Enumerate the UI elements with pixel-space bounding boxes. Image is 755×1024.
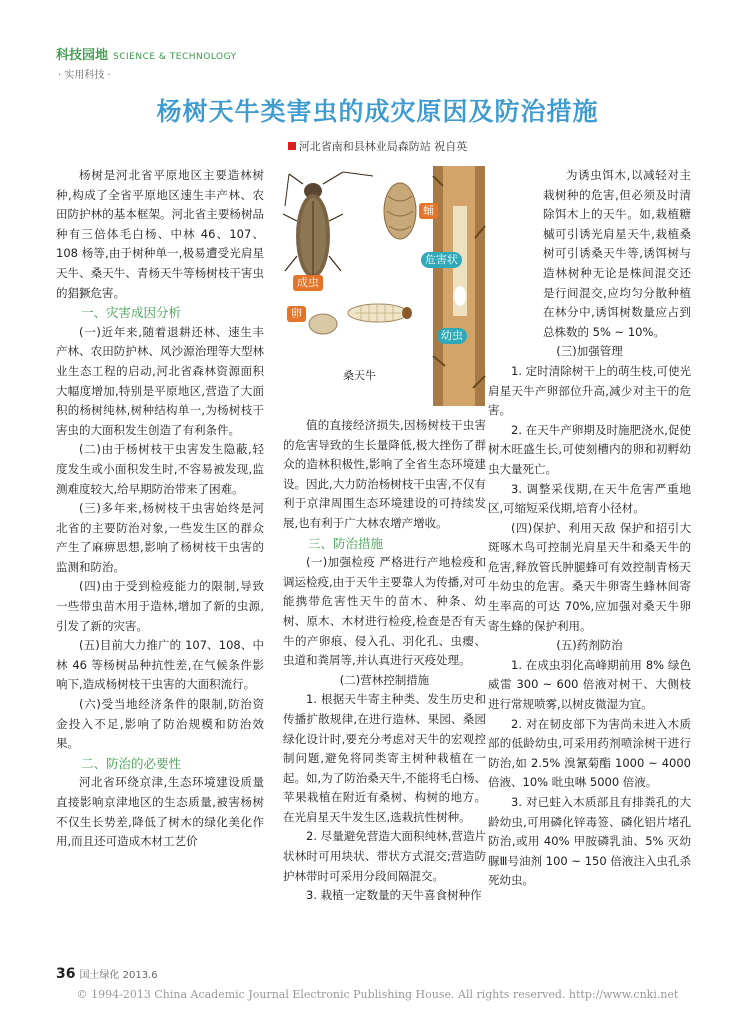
egg-image [309,314,337,334]
column-2 [283,416,486,906]
adult-beetle-image [283,172,373,278]
column-3-body [488,342,691,891]
paragraph: 1. 在成虫羽化高峰期前用 8% 绿色威雷 300 ~ 600 倍液对树干、大侧枝进行常规喷雾,以树皮微湿为宜。 [488,657,691,712]
section-name-en: SCIENCE & TECHNOLOGY [113,52,237,62]
section-heading: 二、防治的必要性 [81,755,182,771]
paragraph: (一)近年来,随着退耕还林、速生丰产林、农田防护林、风沙源治理等大型林业生态工程的启动,河北省森林资源面积大幅度增加,特别是平原地区,营造了大面积的杨树纯林,树种结构单一,为杨树枝干害虫的大面积发生创造了有利条件。 [56,324,264,437]
paragraph: 杨树是河北省平原地区主要造林树种,构成了全省平原地区速生丰产林、农田防护林的基本框架。河北省主要杨树品种有三倍体毛白杨、中林 46、107、108 杨等,由于树种单一,极易遭受光肩星天牛、桑天牛、青杨天牛等杨树枝干害虫的猖獗危害。 [56,168,264,300]
paragraph: 3. 栽植一定数量的天牛喜食树种作 [306,888,482,903]
paragraph: 1. 定时清除树干上的萌生枝,可使光肩星天牛产卵部位升高,减少对主干的危害。 [488,363,691,418]
larva-image [348,304,412,322]
insect-figure [283,166,488,406]
paragraph: 河北省环绕京津,生态环境建设质量直接影响京津地区的生态质量,被害杨树不仅生长势差,降低了树木的绿化美化作用,而且还可造成木材工艺价 [56,775,264,849]
paragraph: 3. 调整采伐期,在天牛危害严重地区,可缩短采伐期,培育小径材。 [488,481,691,516]
section-heading: 一、灾害成因分析 [81,305,182,321]
paragraph: 2. 对在韧皮部下为害尚未进入木质部的低龄幼虫,可采用药剂喷涂树干进行防治,如 2.5% 溴氰菊酯 1000 ~ 4000 倍液、10% 吡虫啉 5000 倍液。 [488,716,691,790]
article-title: 杨树天牛类害虫的成灾原因及防治措施 [156,97,599,126]
paragraph: 为诱虫饵木,以减轻对主栽树种的危害,但必须及时清除饵木上的天牛。如,栽植糖槭可引诱光肩星天牛,栽植桑树可引诱桑天牛等,诱饵树与造林树种无论是株间混交还是行间混交,应均匀分散种植在林分中,诱饵树数量应占到总株数的 5% ~ 10%。 [543,168,691,339]
label-damage: 危害状 [421,252,462,268]
label-pupa: 蛹 [419,203,438,219]
paragraph: 2. 在天牛产卵期及时施肥浇水,促使树木旺盛生长,可使刻槽内的卵和初孵幼虫大量死亡。 [488,422,691,476]
page-number: 36 [56,966,76,982]
paragraph: (一)加强检疫 严格进行产地检疫和调运检疫,由于天牛主要靠人为传播,对可能携带危害性天牛的苗木、种条、幼树、原木、木材进行检疫,检查是否有天牛的产卵痕、侵入孔、羽化孔、虫瘿、虫道和粪屑等,并认真进行灭疫处理。 [283,555,486,668]
figure-caption: 桑天牛 [343,369,376,382]
label-egg: 卵 [287,306,306,322]
page-footer [56,966,158,982]
column-3 [488,166,691,891]
paragraph: (四)保护、利用天敌 保护和招引大斑啄木鸟可控制光肩星天牛和桑天牛的危害,释放管氏肿腿蜂可有效控制青杨天牛幼虫的危害。桑天牛卵寄生蜂林间寄生率高的可达 70%,应加强对桑天牛卵寄生蜂的保护利用。 [488,520,691,633]
journal-issue: 国土绿化 2013.6 [79,970,158,981]
author-line [0,138,755,154]
pupa-image [384,183,416,239]
paragraph: (五)目前大力推广的 107、108、中林 46 等杨树品种抗性差,在气候条件影响下,造成杨树枝干虫害的大面积流行。 [56,638,264,692]
subsection-heading: (二)营林控制措施 [339,672,430,687]
journal-header [56,44,237,81]
subsection: · 实用科技 · [58,70,111,81]
paragraph: 1. 根据天牛寄主种类、发生历史和传播扩散规律,在进行造林、果园、桑园绿化设计时,要充分考虑对天牛的宏观控制问题,避免将同类寄主树种栽植在一起。如,为了防治桑天牛,不能将毛白杨、苹果栽植在附近有桑树、构树的地方。在光肩星天牛发生区,选栽抗性树种。 [283,692,486,824]
subsection-heading: (五)药剂防治 [556,638,623,653]
paragraph: 值的直接经济损失,因杨树枝干虫害的危害导致的生长量降低,极大挫伤了群众的造林积极性,影响了全省生态环境建设。因此,大力防治杨树枝干虫害,不仅有利于京津周围生态环境建设的可持续发展,也有利于广大林农增产增收。 [283,418,486,530]
copyright-notice: © 1994-2013 China Academic Journal Electronic Publishing House. All rights reserved. http://www.cnki.net [76,988,679,1001]
paragraph: (二)由于杨树枝干虫害发生隐蔽,轻度发生或小面积发生时,不容易被发现,监测难度较大,给早期防治带来了困难。 [56,442,264,496]
section-heading: 三、防治措施 [308,535,384,551]
column-1 [56,166,264,852]
author-text: 河北省南和县林业局森防站 祝自英 [298,140,468,153]
paragraph: 2. 尽量避免营造大面积纯林,营造片状林时可用块状、带状方式混交;营造防护林带时可采用分段间隔混交。 [283,829,486,883]
red-square-icon [288,142,296,150]
label-adult: 成虫 [293,275,323,291]
section-name: 科技园地 [56,48,109,63]
paragraph: (三)多年来,杨树枝干虫害始终是河北省的主要防治对象,一些发生区的群众产生了麻痹思想,影响了杨树枝干虫害的监测和防治。 [56,501,264,574]
subsection-heading: (三)加强管理 [556,344,623,359]
paragraph: 3. 对已蛀入木质部且有排粪孔的大龄幼虫,可用磷化锌毒签、磷化铝片堵孔防治,或用 40% 甲胺磷乳油、5% 灭幼脲Ⅲ号油剂 100 ~ 150 倍液注入虫孔杀死幼虫。 [488,795,691,888]
label-larva: 幼虫 [437,328,467,344]
paragraph: (四)由于受到检疫能力的限制,导致一些带虫苗木用于造林,增加了新的虫源,引发了新的灾害。 [56,579,264,633]
damaged-branch-image [433,166,485,406]
paragraph: (六)受当地经济条件的限制,防治资金投入不足,影响了防治规模和防治效果。 [56,697,264,751]
